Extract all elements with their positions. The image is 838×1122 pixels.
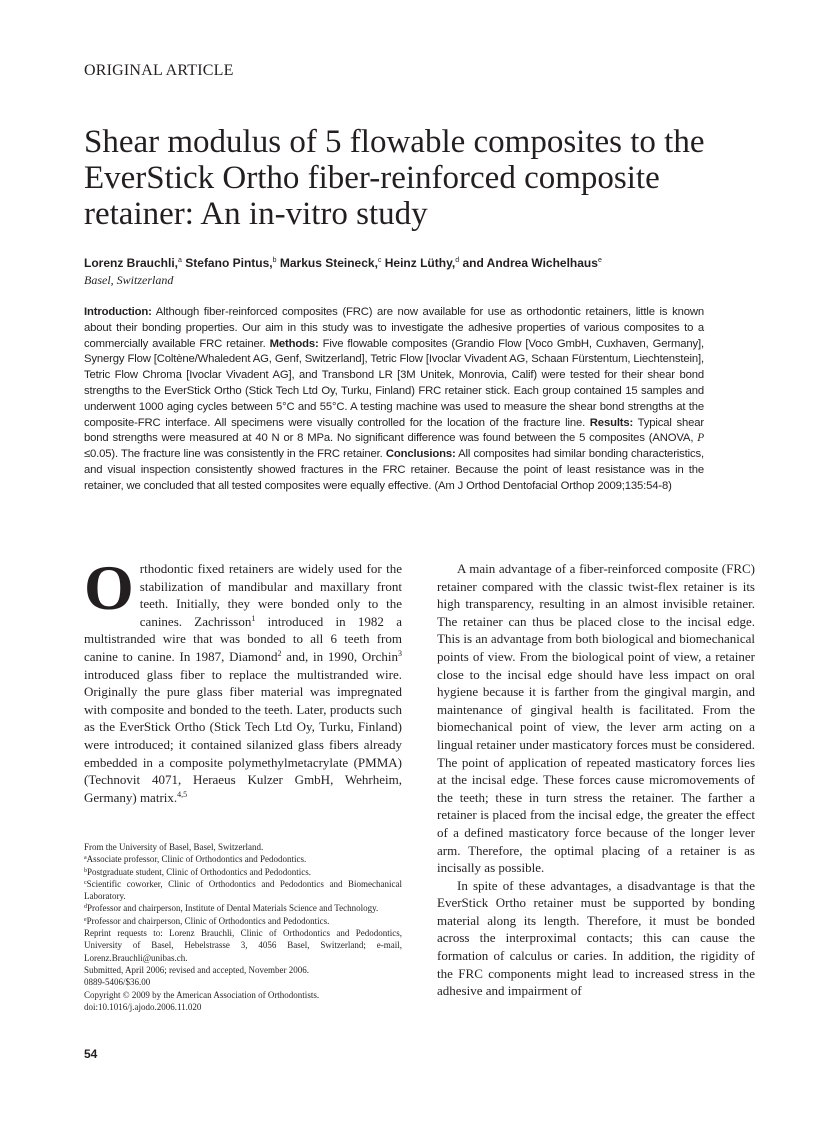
footnote-mark: d [84, 904, 87, 911]
article-title [84, 124, 764, 232]
footnote-mark: e [84, 916, 87, 923]
footnote-mark: b [84, 867, 87, 874]
author-name: and Andrea Wichelhaus [462, 256, 598, 270]
abstract-introduction-text: Although fiber-reinforced composites (FRC) are now available for use as orthodontic retainers, little is known about their bonding properties. Our aim in this study was to investigate the adhesive properties of various composites to a commercially available FRC retainer. [84, 306, 704, 350]
abstract-methods-label: Methods: [269, 337, 319, 350]
abstract-results-text: Typical shear bond strengths were measured at 40 N or 8 MPa. No significant difference was found between the 5 composites (ANOVA, [84, 416, 704, 445]
author-name: Heinz Lüthy, [384, 256, 456, 270]
abstract-results-label: Results: [589, 416, 634, 429]
author-name: Markus Steineck, [279, 256, 378, 270]
title-line: Shear modulus of 5 flowable composites to the [84, 124, 705, 160]
footnote-item [84, 878, 402, 903]
reprint-requests: Reprint requests to: Lorenz Brauchli, Clinic of Orthodontics and Pedodontics, University of Basel, Hebelstrasse 3, 4056 Basel, Switzerland; e-mail, Lorenz.Brauchli@unibas.ch. [84, 928, 402, 963]
issn-price: 0889-5406/$36.00 [84, 977, 151, 988]
body-column-right [437, 560, 755, 1000]
body-paragraph: In spite of these advantages, a disadvantage is that the EverStick Ortho retainer must be supported by bonding material along its length. Therefore, it must be bonded across the interproximal contacts; this can cause the formation of calculus or caries. In addition, the rigidity of the FRC components might lead to increased stress in the adhesive and impairment of [437, 877, 755, 999]
abstract-conclusions-label: Conclusions: [385, 448, 456, 461]
footnote-text: Scientific coworker, Clinic of Orthodontics and Pedodontics and Biomechanical Laboratory. [84, 878, 402, 902]
body-text: introduced in 1982 a multistranded wire that was bonded to all 6 teeth from canine to canine. In 1987, Diamond [84, 613, 402, 664]
footnote-item [84, 902, 402, 914]
footnote-affiliation: From the University of Basel, Basel, Switzerland. [84, 842, 264, 852]
body-text: rthodontic fixed retainers are widely used for the stabilization of mandibular and maxillary front teeth. Initially, they were bonded only to the canines. Zachrisson [139, 561, 402, 629]
footnote-item [84, 915, 402, 927]
section-label: ORIGINAL ARTICLE [84, 62, 234, 79]
body-paragraph [84, 552, 402, 806]
page-number: 54 [84, 1047, 98, 1061]
reference-mark[interactable]: 2 [277, 648, 282, 658]
author-location: Basel, Switzerland [84, 273, 174, 287]
body-paragraph: A main advantage of a fiber-reinforced composite (FRC) retainer compared with the classic twist-flex retainer is its high transparency, resulting in an almost invisible retainer. The retainer can thus be placed close to the incisal edge. This is an advantage from both biological and biomechanical points of view. From the biological point of view, a retainer close to the incisal edge should have less impact on oral hygiene because it is farther from the gingival margin, and maintenance of gingival health is facilitated. From the biomechanical point of view, the lever arm acting on a lingual retainer under masticatory forces must be considered. The point of application of repeated masticatory forces lies at the incisal edge. These forces cause micromovements of the teeth; these in turn stress the retainer. The farther a retainer is placed from the incisal edge, the greater the effect of a defined masticatory force because of the longer lever arm. Therefore, the optimal placing of a retainer is as incisally as possible. [437, 561, 755, 876]
abstract-conclusions-text: All composites had similar bonding characteristics, and visual inspection consistently showed fractures in the FRC retainer. Because the point of least resistance was in the retainer, we concluded that all tested composites were equally effective. [84, 448, 704, 492]
author-affiliation-mark: c [377, 257, 382, 264]
author-affiliation-mark: e [597, 257, 602, 264]
footnote-item [84, 853, 402, 865]
p-value-symbol: P [697, 432, 704, 445]
footnote-text: Professor and chairperson, Clinic of Orthodontics and Pedodontics. [86, 915, 330, 926]
doi[interactable]: doi:10.1016/j.ajodo.2006.11.020 [84, 1001, 202, 1012]
body-text: introduced glass fiber to replace the multistranded wire. Originally the pure glass fiber material was impregnated with composite and bonded to the teeth. Later, products such as the EverStick Ortho (Stick Tech Ltd Oy, Turku, Finland) were introduced; it contained silanized glass fibers already embedded in a composite polymethylmetacrylate (PMMA) (Technovit 4071, Heraeus Kulzer GmbH, Wehrheim, Germany) matrix. [84, 666, 402, 805]
footnote-mark: c [84, 879, 87, 886]
copyright: Copyright © 2009 by the American Association of Orthodontists. [84, 989, 320, 1000]
title-line: retainer: An in-vitro study [84, 196, 428, 232]
reference-mark[interactable]: 1 [251, 613, 256, 623]
author-affiliation-mark: a [178, 257, 182, 264]
abstract [84, 305, 704, 495]
footnote-mark: a [84, 855, 87, 862]
author-affiliation-mark: d [455, 257, 460, 264]
footnotes [84, 841, 402, 1013]
body-text: and, in 1990, Orchin [281, 648, 398, 664]
reference-mark[interactable]: 4,5 [177, 789, 188, 799]
abstract-citation: (Am J Orthod Dentofacial Orthop 2009;135:54-8) [431, 479, 672, 492]
author-list [84, 256, 602, 270]
author-affiliation-mark: b [272, 257, 277, 264]
abstract-results-text: ≤0.05). The fracture line was consistently in the FRC retainer. [84, 448, 386, 461]
abstract-introduction-label: Introduction: [84, 306, 152, 318]
body-column-left [84, 552, 402, 806]
drop-cap: O [84, 552, 134, 623]
submission-dates: Submitted, April 2006; revised and accepted, November 2006. [84, 964, 309, 975]
title-line: EverStick Ortho fiber-reinforced composite [84, 160, 660, 196]
abstract-methods-text: Five flowable composites (Grandio Flow [Voco GmbH, Cuxhaven, Germany], Synergy Flow [Coltène/Whaledent AG, Genf, Switzerland], Tetric Flow [Ivoclar Vivadent AG, Schaan Fürstentum, Liechtenstein], Tetric Flow Chroma [Ivoclar Vivadent AG], and Transbond LR [3M Unitek, Monrovia, Calif) were tested for their shear bond strengths to the EverStick Ortho (Stick Tech Ltd Oy, Turku, Finland) FRC retainer stick. Each group contained 15 samples and underwent 1000 aging cycles between 5°C and 55°C. A testing machine was used to measure the shear bond strengths at the composite-FRC interface. All specimens were visually controlled for the location of the fracture line. [84, 337, 704, 429]
author-name: Stefano Pintus, [185, 256, 273, 270]
reference-mark[interactable]: 3 [398, 648, 402, 658]
footnote-text: Professor and chairperson, Institute of Dental Materials Science and Technology. [87, 903, 379, 914]
footnote-text: Associate professor, Clinic of Orthodontics and Pedodontics. [86, 854, 307, 865]
author-name: Lorenz Brauchli, [84, 256, 179, 270]
footnote-text: Postgraduate student, Clinic of Orthodontics and Pedodontics. [87, 866, 311, 877]
footnote-item [84, 866, 402, 878]
